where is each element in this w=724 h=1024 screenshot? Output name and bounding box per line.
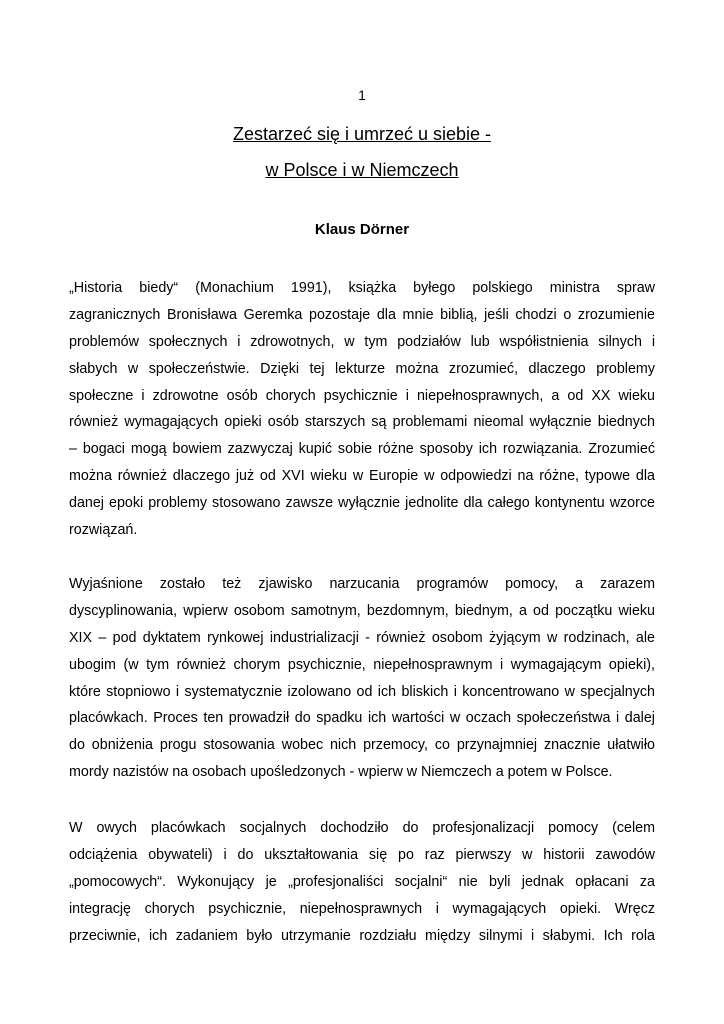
text-line: można również dlaczego już od XVI wieku w Europie w odpowiedzi na różne, typowe dla bbox=[69, 468, 655, 485]
text-line: dyscyplinowania, wpierw osobom samotnym, bezdomnym, biednym, a od początku wieku bbox=[69, 602, 655, 619]
text-line: również wymagających opieki osób starszych są problemami nieomal wyłącznie biednych bbox=[69, 414, 655, 431]
text-line: – bogaci mogą bowiem zazwyczaj kupić sobie różne sposoby ich rozwiązania. Zrozumieć bbox=[69, 441, 655, 458]
text-line: do obniżenia progu stosowania wobec nich przemocy, co przynajmniej znacznie ułatwiło bbox=[69, 737, 655, 754]
text-line: odciążenia obywateli) i do ukształtowania się po raz pierwszy w historii zawodów bbox=[69, 846, 655, 863]
text-line: integrację chorych psychicznie, niepełnosprawnych i wymagających opieki. Wręcz bbox=[69, 900, 655, 917]
text-line: rozwiązań. bbox=[69, 522, 138, 539]
text-line: „pomocowych“. Wykonujący je „profesjonaliści socjalni“ nie byli jednak opłacani za bbox=[69, 873, 655, 890]
paragraph-3 bbox=[69, 818, 655, 952]
text-line: mordy nazistów na osobach upośledzonych - wpierw w Niemczech a potem w Polsce. bbox=[69, 764, 613, 781]
paragraph-1 bbox=[69, 278, 655, 547]
text-line: przeciwnie, ich zadaniem było utrzymanie rozdziału między silnymi i słabymi. Ich rola bbox=[69, 927, 655, 944]
text-line: społeczne i zdrowotne osób chorych psychicznie i niepełnosprawnych, a od XX wieku bbox=[69, 387, 655, 404]
title-line-1: Zestarzeć się i umrzeć u siebie - bbox=[232, 124, 492, 144]
title-line-2: w Polsce i w Niemczech bbox=[265, 160, 459, 180]
text-line: które stopniowo i systematycznie izolowano od ich bliskich i koncentrowano w specjalnych bbox=[69, 683, 655, 700]
text-line: ubogim (w tym również chorym psychicznie, niepełnosprawnym i wymagającym opieki), bbox=[69, 656, 655, 673]
author-name: Klaus Dörner bbox=[314, 221, 410, 238]
paragraph-2 bbox=[69, 574, 655, 789]
text-line: danej epoki problemy stosowano zawsze wyłącznie jednolite dla całego kontynentu wzorce bbox=[69, 495, 655, 512]
page-number: 1 bbox=[358, 87, 366, 103]
text-line: „Historia biedy“ (Monachium 1991), książka byłego polskiego ministra spraw bbox=[69, 280, 655, 296]
text-line: placówkach. Proces ten prowadził do spadku ich wartości w oczach społeczeństwa i dalej bbox=[69, 710, 655, 727]
text-line: W owych placówkach socjalnych dochodziło do profesjonalizacji pomocy (celem bbox=[69, 820, 655, 836]
text-line: Wyjaśnione zostało też zjawisko narzucania programów pomocy, a zarazem bbox=[69, 576, 655, 592]
text-line: problemów społecznych i zdrowotnych, w tym podziałów lub współistnienia silnych i bbox=[69, 333, 655, 350]
text-line: słabych w społeczeństwie. Dzięki tej lekturze można zrozumieć, dlaczego problemy bbox=[69, 360, 655, 377]
text-line: zagranicznych Bronisława Geremka pozostaje dla mnie biblią, jeśli chodzi o zrozumienie bbox=[69, 306, 655, 323]
text-line: XIX – pod dyktatem rynkowej industrializacji - również osobom żyjącym w rodzinach, ale bbox=[69, 629, 655, 646]
